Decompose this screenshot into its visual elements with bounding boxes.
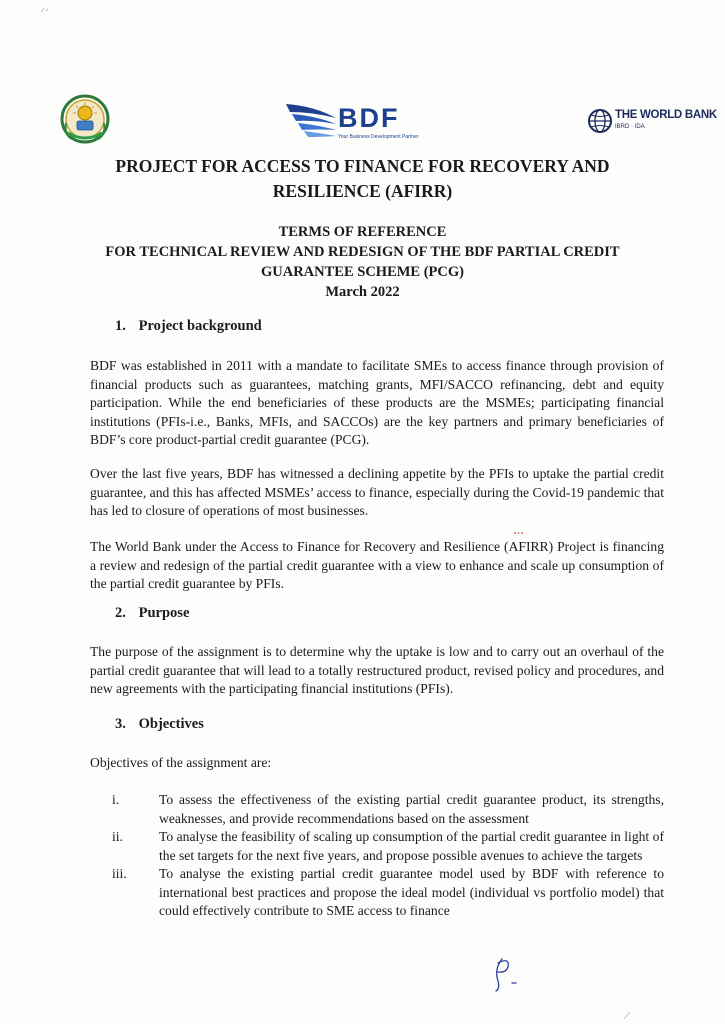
scan-speck — [40, 6, 50, 14]
list-item — [90, 791, 664, 828]
background-paragraph-3: The World Bank under the Access to Finance for Recovery and Resilience (AFIRR) Project is financing a review and redesign of the partial credit guarantee with a view to enhance and scale up consumption of the partial credit guarantee by PFIs. — [90, 539, 664, 591]
list-item-number: ii. — [112, 829, 123, 844]
document-subtitle — [60, 222, 665, 302]
world-bank-logo — [587, 104, 717, 138]
subtitle-line: TERMS OF REFERENCE — [278, 224, 447, 240]
objectives-list — [90, 791, 664, 921]
document-date: March 2022 — [325, 284, 400, 300]
list-item — [90, 828, 664, 865]
globe-icon — [587, 107, 613, 135]
list-item-text: To analyse the feasibility of scaling up consumption of the partial credit guarantee in light of the set targets for the next five years, and propose possible avenues to achieve the targets — [159, 829, 664, 863]
bdf-logo-text: BDF — [338, 103, 400, 133]
section-number: 3. — [115, 716, 126, 732]
list-item-number: iii. — [112, 866, 127, 881]
background-paragraph-1: BDF was established in 2011 with a mandate to facilitate SMEs to access finance through provision of financial products such as guarantees, matching grants, MFI/SACCO refinancing, debt and equity participation. While the end beneficiaries of these products are the MSMEs; participating financial institutions (PFIs-i.e., Banks, MFIs, and SACCOs) are the key partners and primary beneficiaries of BDF’s core product-partial credit guarantee (PCG). — [90, 358, 664, 447]
list-item-text: To analyse the existing partial credit guarantee model used by BDF with reference to international best practices and propose the ideal model (individual vs portfolio model) that could effectively contribute to SME access to finance — [159, 866, 664, 918]
section-title: Purpose — [138, 605, 190, 621]
bdf-wing-icon — [286, 100, 338, 140]
subtitle-line: GUARANTEE SCHEME (PCG) — [260, 264, 464, 280]
section-number: 2. — [115, 605, 126, 621]
title-line: PROJECT FOR ACCESS TO FINANCE FOR RECOVERY AND — [115, 156, 610, 176]
bdf-logo — [286, 100, 431, 144]
section-number: 1. — [115, 318, 126, 334]
section-title: Objectives — [138, 716, 204, 732]
scan-speck — [622, 1010, 632, 1020]
purpose-paragraph: The purpose of the assignment is to determine why the uptake is low and to carry out an overhaul of the partial credit guarantee that will lead to a totally restructured product, revised policy and procedures, and new agreements with the participating financial institutions (PFIs). — [90, 644, 664, 696]
scan-speck — [513, 531, 525, 535]
section-heading-objectives — [115, 716, 204, 733]
subtitle-line: FOR TECHNICAL REVIEW AND REDESIGN OF THE BDF PARTIAL CREDIT — [105, 244, 620, 260]
bdf-tagline: Your Business Development Partner — [338, 134, 419, 140]
handwritten-initials — [488, 955, 528, 993]
section-heading-purpose — [115, 605, 189, 622]
objectives-intro: Objectives of the assignment are: — [90, 755, 272, 770]
background-paragraph-2: Over the last five years, BDF has witnessed a declining appetite by the PFIs to uptake the partial credit guarantee, and this has affected MSMEs’ access to finance, especially during the Covid-19 pandemic that has led to closure of operations of most businesses. — [90, 466, 664, 518]
section-heading-background — [115, 318, 262, 335]
world-bank-name: THE WORLD BANK — [615, 109, 717, 121]
list-item — [90, 865, 664, 921]
title-line: RESILIENCE (AFIRR) — [272, 181, 453, 201]
world-bank-subtitle: IBRD · IDA — [615, 124, 645, 130]
document-title — [60, 154, 665, 204]
rwanda-coat-of-arms-logo — [58, 93, 112, 145]
section-title: Project background — [138, 318, 262, 334]
list-item-number: i. — [112, 792, 120, 807]
list-item-text: To assess the effectiveness of the existing partial credit guarantee product, its strengths, weaknesses, and provide recommendations based on the assessment — [159, 792, 664, 826]
